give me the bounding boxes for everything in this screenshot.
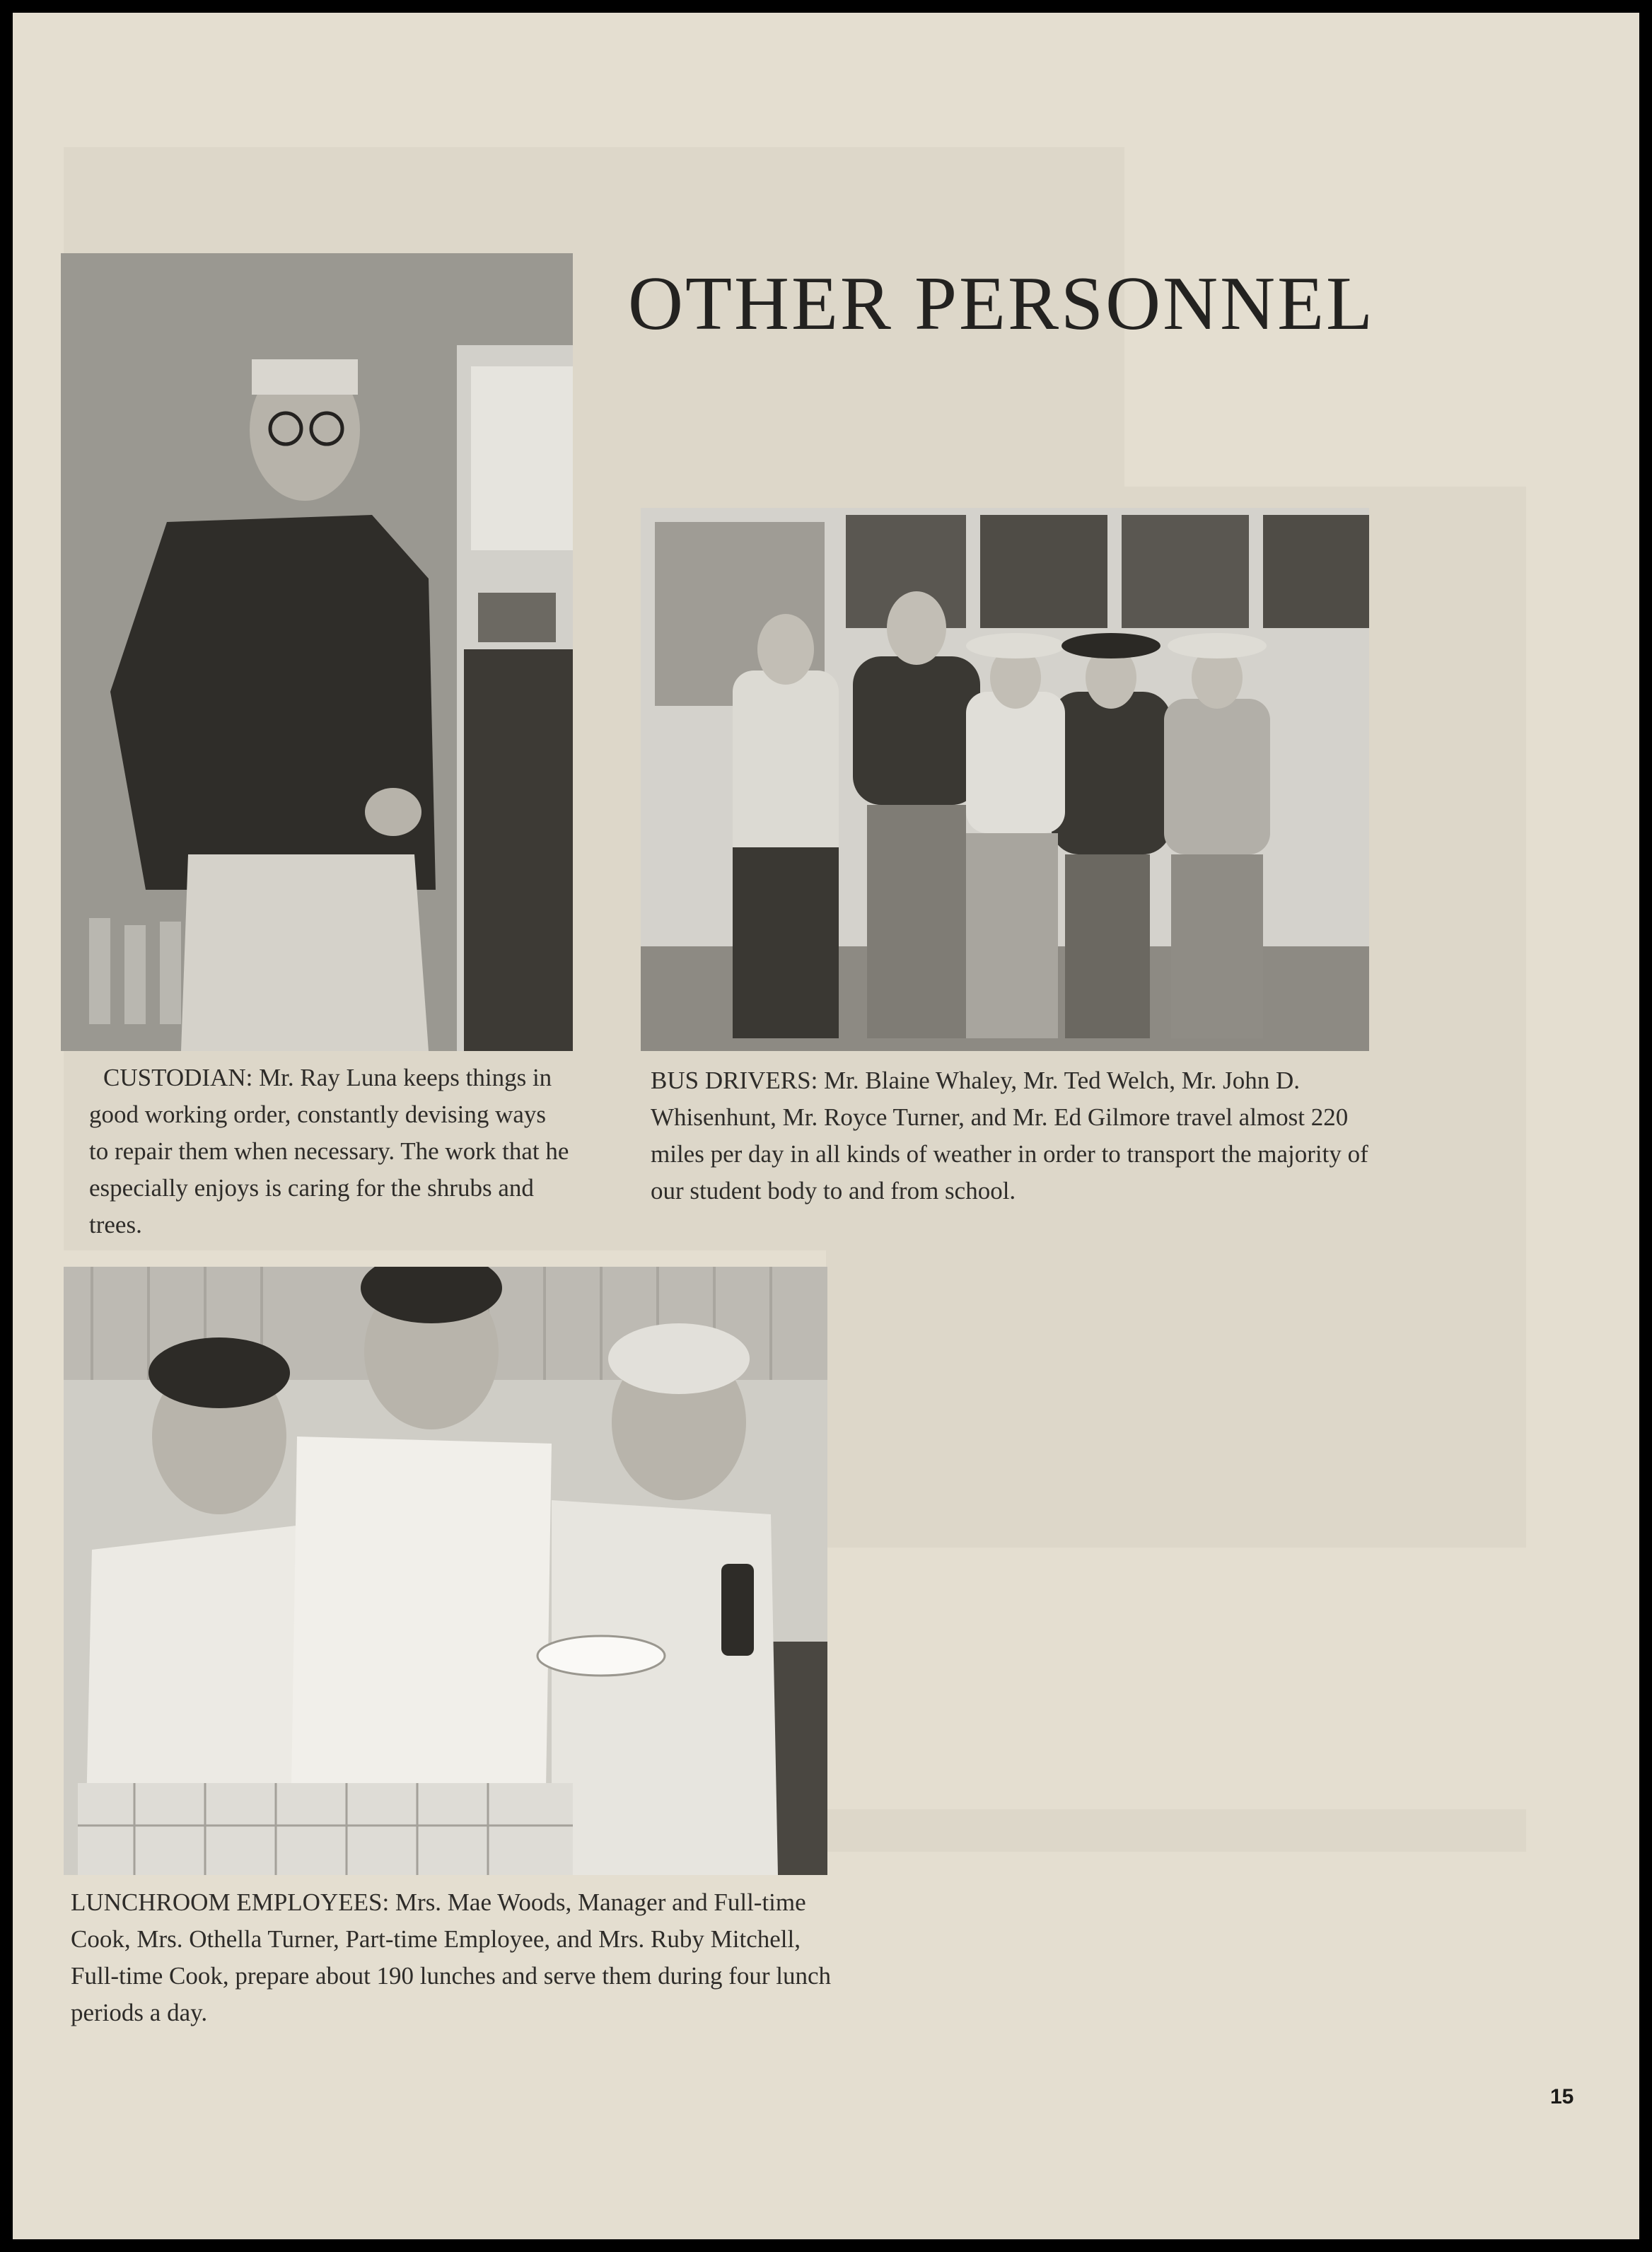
- bus-drivers-photo: [641, 508, 1369, 1051]
- lunchroom-employees-caption: LUNCHROOM EMPLOYEES: Mrs. Mae Woods, Manager and Full-time Cook, Mrs. Othella Turner, Part-time Employee, and Mrs. Ruby Mitchell, Full-time Cook, prepare about 190 lunches and serve them during four lunch periods a day.: [71, 1888, 832, 2026]
- yearbook-page: [13, 13, 1639, 2239]
- custodian-caption: CUSTODIAN: Mr. Ray Luna keeps things in good working order, constantly devising ways to repair them when necessary. The work that he especially enjoys is caring for the shrubs and trees.: [89, 1064, 569, 1238]
- page-number: 15: [1550, 2085, 1574, 2108]
- lunchroom-employees-photo: [64, 1267, 827, 1875]
- bus-drivers-caption: BUS DRIVERS: Mr. Blaine Whaley, Mr. Ted Welch, Mr. John D. Whisenhunt, Mr. Royce Turner, and Mr. Ed Gilmore travel almost 220 miles per day in all kinds of weather in order to transport the majority of our student body to and from school.: [651, 1067, 1368, 1205]
- custodian-photo: [61, 253, 573, 1051]
- show-through-block: [826, 1809, 1526, 1852]
- page-title: OTHER PERSONNEL: [628, 262, 1375, 346]
